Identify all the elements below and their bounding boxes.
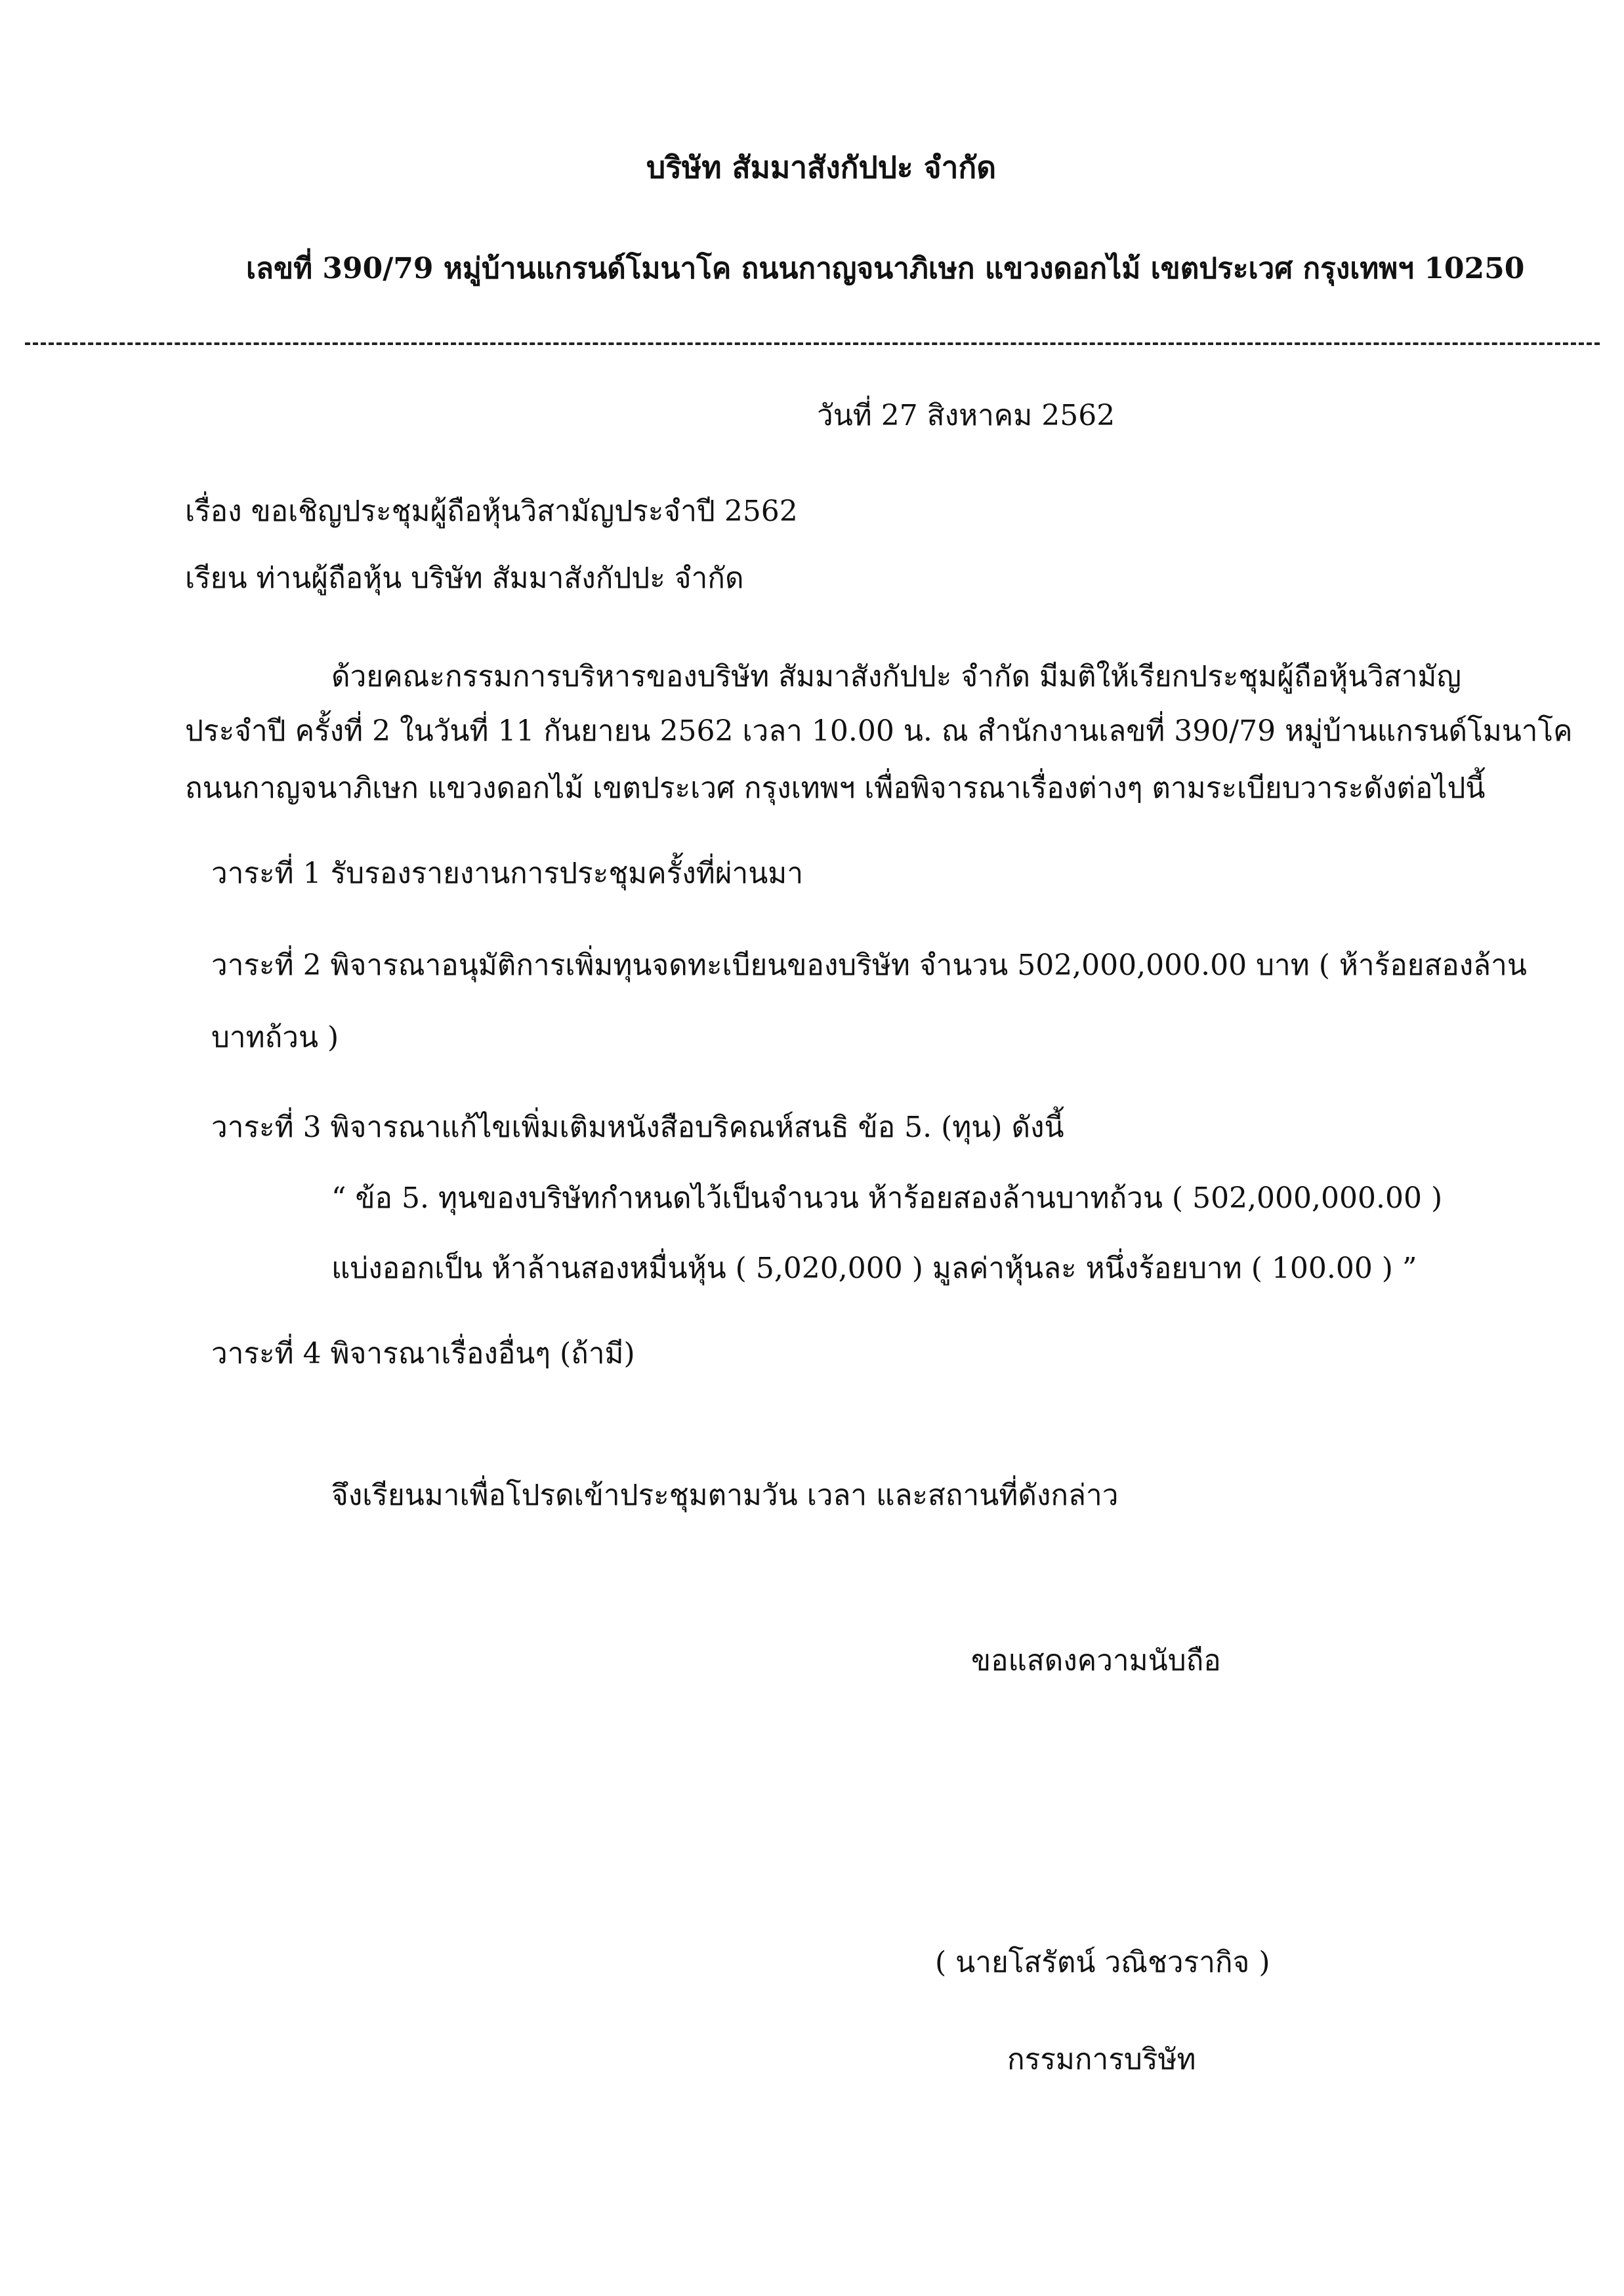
letter-recipient: เรียน ท่านผู้ถือหุ้น บริษัท สัมมาสังกัปปะ จำกัด	[185, 562, 744, 595]
agenda-item-3-quote-line-2: แบ่งออกเป็น ห้าล้านสองหมื่นหุ้น ( 5,020,000 ) มูลค่าหุ้นละ หนึ่งร้อยบาท ( 100.00 ) ”	[331, 1252, 1417, 1285]
regards: ขอแสดงความนับถือ	[971, 1644, 1221, 1677]
company-address: เลขที่ 390/79 หมู่บ้านแกรนด์โมนาโค ถนนกาญจนาภิเษก แขวงดอกไม้ เขตประเวศ กรุงเทพฯ 10250	[246, 252, 1525, 285]
header-divider	[25, 342, 1600, 345]
agenda-item-4: วาระที่ 4 พิจารณาเรื่องอื่นๆ (ถ้ามี)	[211, 1337, 635, 1370]
letter-date: วันที่ 27 สิงหาคม 2562	[817, 399, 1115, 432]
signatory-title: กรรมการบริษัท	[1007, 2043, 1196, 2076]
body-line-2: ประจำปี ครั้งที่ 2 ในวันที่ 11 กันยายน 2562 เวลา 10.00 น. ณ สำนักงานเลขที่ 390/79 หมู่บ้านแกรนด์โมนาโค	[185, 714, 1573, 748]
body-line-1: ด้วยคณะกรรมการบริหารของบริษัท สัมมาสังกัปปะ จำกัด มีมติให้เรียกประชุมผู้ถือหุ้นวิสามัญ	[331, 660, 1461, 693]
signatory-name: ( นายโสรัตน์ วณิชวรากิจ )	[935, 1946, 1270, 1979]
closing-sentence: จึงเรียนมาเพื่อโปรดเข้าประชุมตามวัน เวลา และสถานที่ดังกล่าว	[331, 1479, 1119, 1512]
agenda-item-2-line-1: วาระที่ 2 พิจารณาอนุมัติการเพิ่มทุนจดทะเบียนของบริษัท จำนวน 502,000,000.00 บาท ( ห้าร้อยสองล้าน	[211, 949, 1527, 982]
agenda-item-3-quote-line-1: “ ข้อ 5. ทุนของบริษัทกำหนดไว้เป็นจำนวน ห้าร้อยสองล้านบาทถ้วน ( 502,000,000.00 )	[331, 1181, 1443, 1215]
agenda-item-1: วาระที่ 1 รับรองรายงานการประชุมครั้งที่ผ่านมา	[211, 857, 804, 890]
letter-subject: เรื่อง ขอเชิญประชุมผู้ถือหุ้นวิสามัญประจำปี 2562	[185, 495, 798, 528]
body-line-3: ถนนกาญจนาภิเษก แขวงดอกไม้ เขตประเวศ กรุงเทพฯ เพื่อพิจารณาเรื่องต่างๆ ตามระเบียบวาระดังต่อไปนี้	[185, 771, 1486, 805]
agenda-item-3: วาระที่ 3 พิจารณาแก้ไขเพิ่มเติมหนังสือบริคณห์สนธิ ข้อ 5. (ทุน) ดังนี้	[211, 1111, 1064, 1144]
company-name: บริษัท สัมมาสังกัปปะ จำกัด	[646, 150, 997, 185]
agenda-item-2-line-2: บาทถ้วน )	[211, 1021, 339, 1054]
